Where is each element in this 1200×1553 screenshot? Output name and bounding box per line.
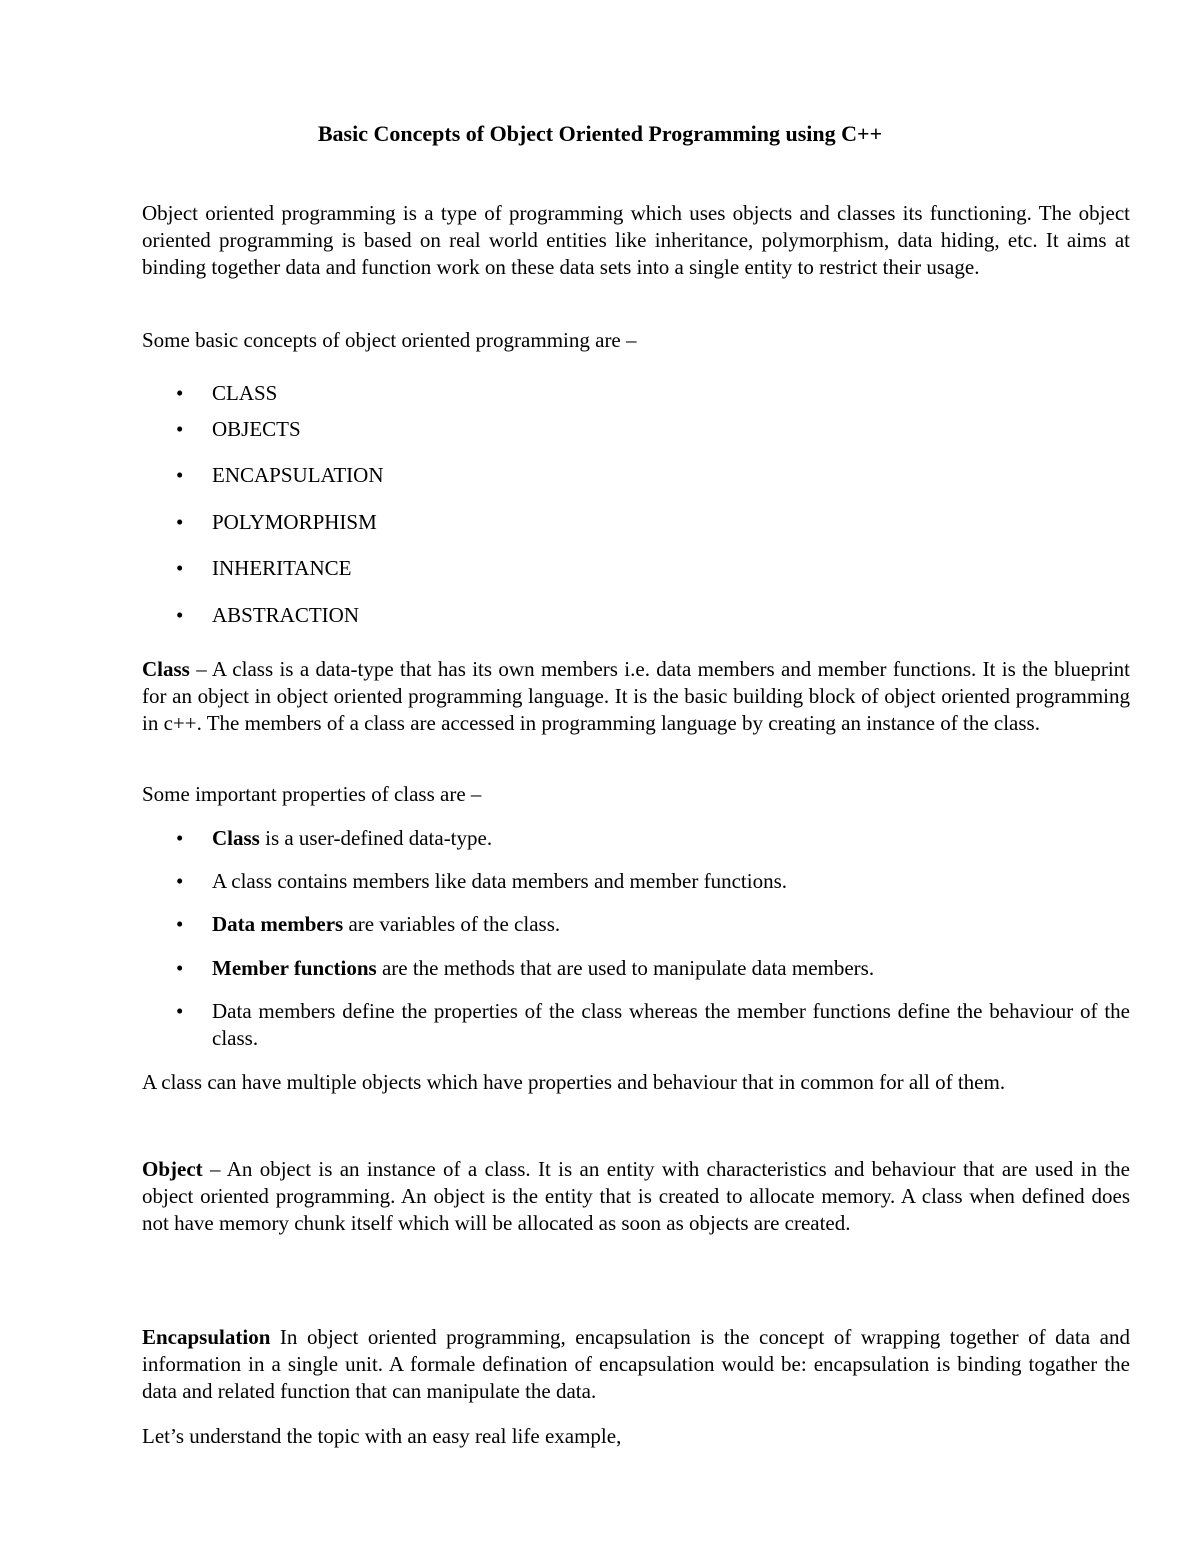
concept-label: ABSTRACTION <box>212 603 360 627</box>
class-paragraph <box>142 656 1130 737</box>
concept-label: ENCAPSULATION <box>212 463 384 487</box>
concepts-lead: Some basic concepts of object oriented programming are – <box>142 328 637 352</box>
bullet-icon: • <box>176 417 184 441</box>
bullet-icon: • <box>176 999 184 1023</box>
property-text: A class contains members like data members and member functions. <box>212 869 788 893</box>
bullet-icon: • <box>176 603 184 627</box>
bullet-icon: • <box>176 826 184 850</box>
concept-label: CLASS <box>212 381 278 405</box>
class-closing: A class can have multiple objects which have properties and behaviour that in common for all of them. <box>142 1070 1006 1094</box>
bullet-icon: • <box>176 869 184 893</box>
example-lead: Let’s understand the topic with an easy real life example, <box>142 1424 622 1448</box>
intro-paragraph: Object oriented programming is a type of programming which uses objects and classes its functioning. The object oriented programming is based on real world entities like inheritance, polymorphism, data hiding, etc. It aims at binding together data and function work on these data sets into a single entity to restrict their usage. <box>142 201 1130 279</box>
page-title: Basic Concepts of Object Oriented Programming using C++ <box>317 121 883 146</box>
object-paragraph <box>142 1156 1130 1237</box>
concept-label: POLYMORPHISM <box>212 510 377 534</box>
object-term: Object <box>142 1157 203 1181</box>
property-text: Data members define the properties of the class whereas the member functions define the behaviour of the class. <box>212 999 1130 1050</box>
bullet-icon: • <box>176 463 184 487</box>
encapsulation-term: Encapsulation <box>142 1325 271 1349</box>
class-definition: – A class is a data-type that has its own members i.e. data members and member functions. It is the blueprint for an object in object oriented programming language. It is the basic building block of object oriented programming in c++. The members of a class are accessed in programming language by creating an instance of the class. <box>142 657 1130 735</box>
property-text: Member functions are the methods that are used to manipulate data members. <box>212 956 875 980</box>
encapsulation-definition: In object oriented programming, encapsulation is the concept of wrapping together of data and information in a single unit. A formale defination of encapsulation would be: encapsulation is binding togather the data and related function that can manipulate the data. <box>142 1325 1130 1403</box>
concept-label: INHERITANCE <box>212 556 352 580</box>
object-definition: – An object is an instance of a class. It is an entity with characteristics and behaviour that are used in the object oriented programming. An object is the entity that is created to allocate memory. A class when defined does not have memory chunk itself which will be allocated as soon as objects are created. <box>142 1157 1130 1235</box>
bullet-icon: • <box>176 381 184 405</box>
concept-label: OBJECTS <box>212 417 301 441</box>
bullet-icon: • <box>176 912 184 936</box>
bullet-icon: • <box>176 556 184 580</box>
property-text: Data members are variables of the class. <box>212 912 561 936</box>
class-term: Class <box>142 657 190 681</box>
encapsulation-paragraph <box>142 1324 1130 1405</box>
bullet-icon: • <box>176 510 184 534</box>
bullet-icon: • <box>176 956 184 980</box>
properties-lead: Some important properties of class are – <box>142 782 482 806</box>
property-text: Class is a user-defined data-type. <box>212 826 493 850</box>
